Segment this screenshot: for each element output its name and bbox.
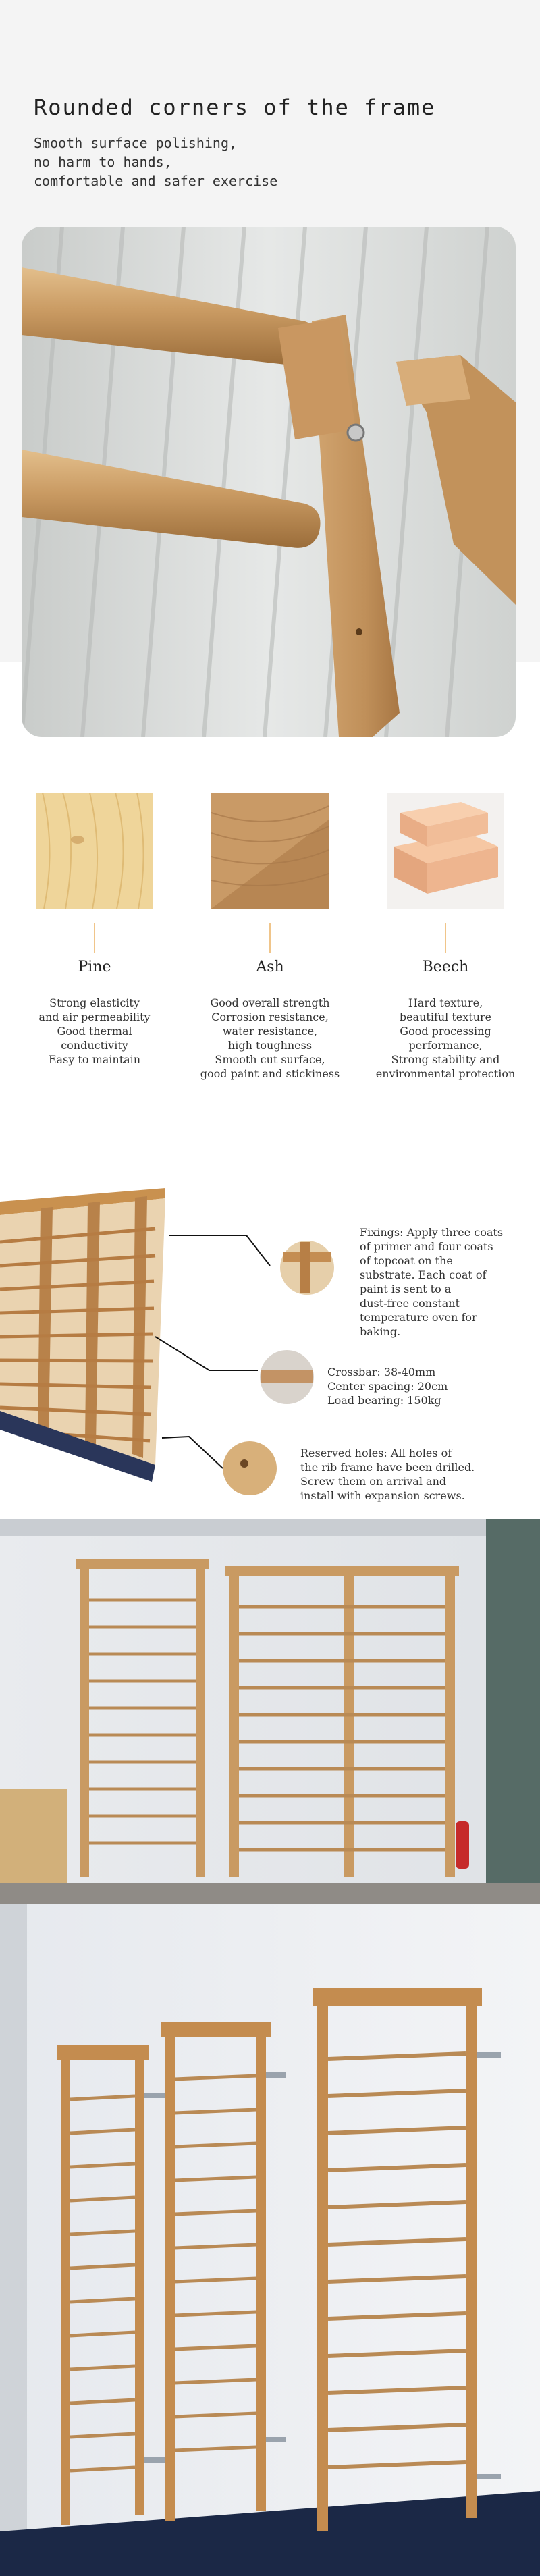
pine-swatch — [36, 793, 153, 909]
frame-corner-photo — [22, 227, 516, 737]
beech-tick — [445, 923, 446, 953]
pine-name: Pine — [78, 959, 111, 975]
ash-tick — [269, 923, 271, 953]
corners-heading: Rounded corners of the frame — [34, 95, 436, 120]
beech-swatch — [387, 793, 504, 909]
corners-section — [0, 0, 540, 749]
wood-pine — [10, 793, 179, 1067]
wood-beech — [361, 793, 530, 1081]
pine-tick — [94, 923, 95, 953]
ash-description: Good overall strength Corrosion resistance, water resistance, high toughness Smooth cut surface, good paint and stickiness — [200, 996, 340, 1080]
pine-description: Strong elasticity and air permeability Good thermal conductivity Easy to maintain — [38, 996, 151, 1066]
holes-text: Reserved holes: All holes of the rib frame have been drilled. Screw them on arrival and install with expansion screws. — [300, 1447, 475, 1502]
ash-swatch — [211, 793, 329, 909]
beech-name: Beech — [422, 959, 469, 975]
beech-description: Hard texture, beautiful texture Good processing performance, Strong stability and environmental protection — [375, 996, 516, 1080]
ash-name: Ash — [256, 959, 284, 975]
woods-section — [0, 749, 540, 1114]
fixings-text: Fixings: Apply three coats of primer and four coats of topcoat on the substrate. Each coat of paint is sent to a dust-free constant temperature oven for baking. — [360, 1226, 504, 1338]
corners-subtext: Smooth surface polishing, no harm to hands, comfortable and safer exercise — [34, 135, 278, 189]
installed-room-photo-2 — [0, 1904, 540, 2576]
wood-ash — [186, 793, 354, 1081]
installed-room-photo-1 — [0, 1519, 540, 1904]
crossbar-text: Crossbar: 38-40mm Center spacing: 20cm Load bearing: 150kg — [327, 1366, 448, 1407]
details-section — [0, 1114, 540, 1519]
